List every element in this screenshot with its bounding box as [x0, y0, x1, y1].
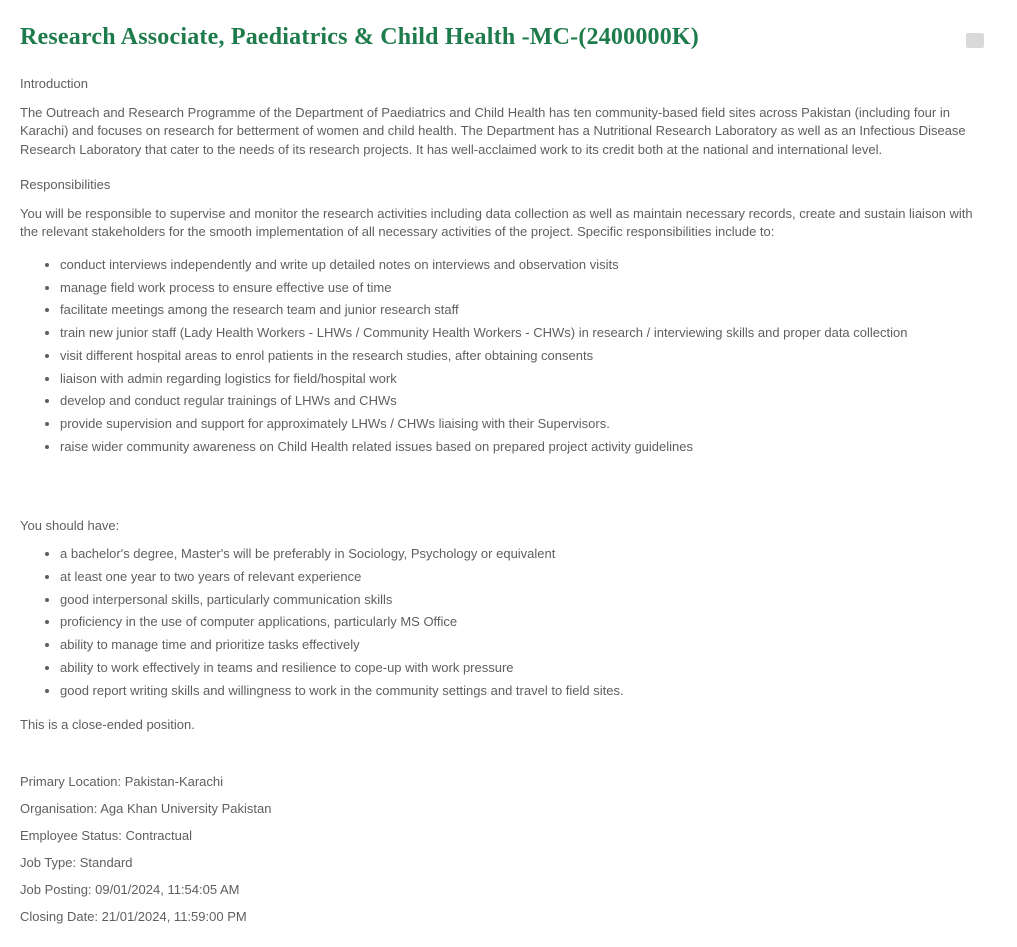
bullet-item: • provide supervision and support for approximately LHWs / CHWs liaising with their Supervisors. [60, 415, 975, 434]
job-detail-job-type: Job Type: Standard [20, 854, 133, 870]
bullet-item: • ability to manage time and prioritize tasks effectively [60, 636, 975, 655]
responsibilities-list [20, 256, 975, 456]
bullet-item: • a bachelor's degree, Master's will be preferably in Sociology, Psychology or equivalent [60, 545, 975, 564]
job-detail-employee-status: Employee Status: Contractual [20, 827, 192, 843]
bullet-item: • ability to work effectively in teams and resilience to cope-up with work pressure [60, 659, 975, 678]
bullet-item: • develop and conduct regular trainings of LHWs and CHWs [60, 392, 975, 411]
bullet-item: • conduct interviews independently and write up detailed notes on interviews and observation visits [60, 256, 975, 275]
job-detail-job-posting: Job Posting: 09/01/2024, 11:54:05 AM [20, 881, 240, 897]
bullet-item: • train new junior staff (Lady Health Workers - LHWs / Community Health Workers - CHWs) in research / interviewing skills and proper data collection [60, 324, 975, 343]
bullet-item: • proficiency in the use of computer applications, particularly MS Office [60, 613, 975, 632]
responsibilities-lead-paragraph: You will be responsible to supervise and monitor the research activities including data collection as well as maintain necessary records, create and sustain liaison with the relevant stakeholders for the smooth implementation of all necessary activities of the project. Specific responsibilities include to: [20, 205, 973, 240]
introduction-paragraph: The Outreach and Research Programme of the Department of Paediatrics and Child Health has ten community-based field sites across Pakistan (including four in Karachi) and focuses on research for betterment of women and child health. The Department has a Nutritional Research Laboratory as well as an Infectious Disease Research Laboratory that cater to the needs of its research projects. It has well-acclaimed work to its credit both at the national and international level. [20, 104, 966, 158]
scrollbar-thumb[interactable] [966, 33, 984, 48]
bullet-item: • good interpersonal skills, particularly communication skills [60, 591, 975, 610]
bullet-item: • liaison with admin regarding logistics for field/hospital work [60, 370, 975, 389]
responsibilities-heading: Responsibilities [20, 176, 111, 192]
job-details-section [20, 775, 975, 923]
job-detail-primary-location: Primary Location: Pakistan-Karachi [20, 773, 224, 789]
bullet-item: • good report writing skills and willingness to work in the community settings and travel to field sites. [60, 682, 975, 701]
requirements-lead: You should have: [20, 517, 120, 533]
job-detail-closing-date: Closing Date: 21/01/2024, 11:59:00 PM [20, 908, 247, 924]
page-title: Research Associate, Paediatrics & Child Health -MC-(2400000K) [20, 24, 699, 50]
bullet-item: • facilitate meetings among the research team and junior research staff [60, 301, 975, 320]
bullet-item: • visit different hospital areas to enrol patients in the research studies, after obtaining consents [60, 347, 975, 366]
job-detail-organisation: Organisation: Aga Khan University Pakistan [20, 800, 272, 816]
bullet-item: • at least one year to two years of relevant experience [60, 568, 975, 587]
bullet-item: • raise wider community awareness on Child Health related issues based on prepared project activity guidelines [60, 438, 975, 457]
requirements-list [20, 545, 975, 700]
closing-note: This is a close-ended position. [20, 717, 195, 733]
bullet-item: • manage field work process to ensure effective use of time [60, 279, 975, 298]
introduction-heading: Introduction [20, 76, 88, 91]
